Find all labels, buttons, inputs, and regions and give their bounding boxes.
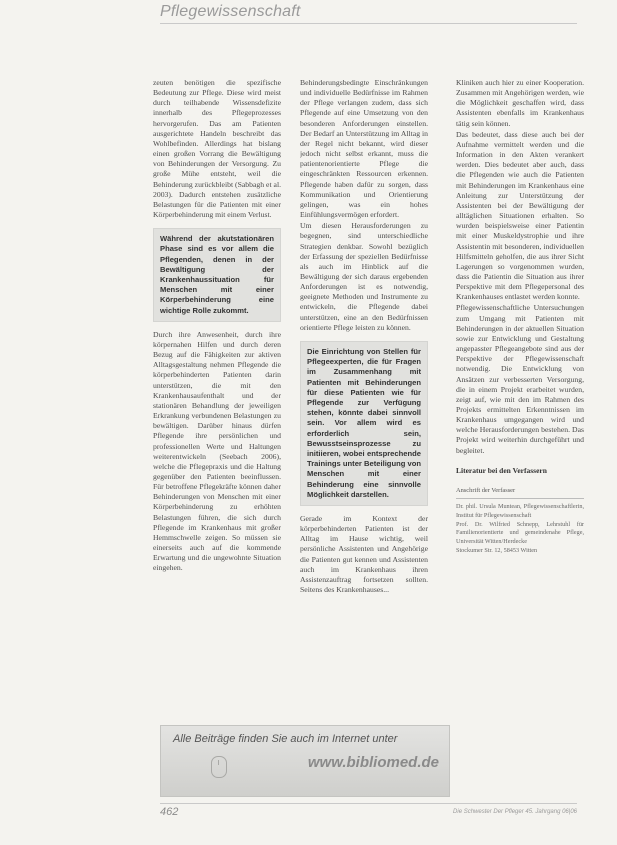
address-heading: Anschrift der Verfasser [456,486,516,494]
mouse-icon [211,756,227,778]
text-column-1 [153,78,281,728]
website-link[interactable]: www.bibliomed.de [307,754,439,771]
pull-quote-box: Während der akutstationären Phase sind es vor allem die Pflegenden, denen in der Bewältigung der Krankenhaussituation für Menschen mit einer Körperbehinderung eine wichtige Rolle zukommt. [153,228,281,322]
footer-rule [160,803,577,804]
text-column-3 [456,78,584,696]
header-rule [160,23,577,24]
body-paragraph: Gerade im Kontext der körperbehinderten Patienten ist der Alltag im Hause wichtig, weil persönliche Assistenten und Angehörige die Patienten gut kennen und Assistenten auch im Krankenhaus ihren Assistenzauftrag fortsetzen sollten. Seitens des Krankenhauses... [300,513,428,595]
address-line: Stockumer Str. 12, 58453 Witten [456,547,538,555]
body-paragraph: Pflegewissenschaftliche Untersuchungen zum Umgang mit Patienten mit Behinderungen in der aktuellen Situation sowie zur Entwicklung und Gestaltung angepasster Pflegeangebote sind aus der Perspektive der Pflegewissenschaft notwendig. Die Entwicklung von Ansätzen zur verbesserten Versorgung, die in einem Projekt erarbeitet wurden, zeigt auf, wie mit den im Rahmen des Projekts ermittelten Erkenntnissen im Krankenhaus umgegangen wird und welche Herausforderungen bestehen. Das Projekt wird weiterhin durchgeführt und begleitet. [456,303,584,455]
page-number: 462 [160,806,179,818]
body-paragraph: Kliniken auch hier zu einer Kooperation. Zusammen mit Angehörigen werden, wie die Möglichkeit geschaffen wird, dass Assistenten ebenfalls im Krankenhaus tätig sein können. [456,78,584,128]
body-paragraph: Um diesen Herausforderungen zu begegnen, sind unterschiedliche Strategien denkbar. Sowohl bezüglich der Erfassung der speziellen Bedürfnisse als auch im Hinblick auf die Bewältigung der sich daraus ergebenden Anforderungen ist es notwendig, geeignete Methoden und Instrumente zu entwickeln, die Pflegende dabei unterstützen, eine an den Bedürfnissen orientierte Pflege leisten zu können. [300,221,428,332]
address-line: Prof. Dr. Wilfried Schnepp, Lehrstuhl für Familienorientierte und gemeindenahe Pflege, Universität Witten/Herdecke [456,520,584,545]
internet-banner [160,725,450,797]
pull-quote-box: Die Einrichtung von Stellen für Pflegeexperten, die für Fragen im Zusammenhang mit Patienten mit Behinderungen für diese Patienten wie für Pflegende zur Verfügung stehen, könnte dabei sinnvoll sein. Vor allem wird es erforderlich sein, Bewusstseinsprozesse zu initiieren, wobei entsprechende Trainings unter Beteiligung von Menschen mit einer Behinderung eine sinnvolle Möglichkeit darstellen. [300,341,428,506]
body-paragraph: Das bedeutet, dass diese auch bei der Aufnahme vermittelt werden und die Information in den Akten verankert werden. Dies bedeutet aber auch, dass die Pflegenden wie auch die Patienten mit Behinderungen im Krankenhaus eine Anleitung zur Unterstützung der Assistenten bei der Bewältigung der alltäglichen Situationen erhalten. So wurden beispielsweise einer Patientin mit einer Muskeldystrophie und ihre Assistentin mit besonderen, individuellen Hilfsmitteln geholfen, die aus ihrer Sicht Lagerungen so vorgenommen wurden, dass die Patientin die Situation aus ihrer Perspektive mit dem Pflegepersonal des Krankenhauses entlastet werden konnte. [456,129,584,302]
text-column-2 [300,78,428,714]
address-block [456,503,584,555]
body-paragraph: Durch ihre Anwesenheit, durch ihre körpernahen Hilfen und durch deren Bezug auf die Fähigkeiten zur aktiven Alltagsgestaltung nehmen Pflegende die körperbehinderten Patienten darin unterstützen, die mit den Krankenhausaufenthalt und der stationären Behandlung der jeweiligen Erkrankung verbundenen Belastungen zu bewältigen. Darüber hinaus dürfen Pflegende ihre persönlichen und professionellen Werte und Haltungen weiterentwickeln (Seebach 2006), welche die Pflegepraxis und die Haltung gegenüber den Patienten beeinflussen. Für betroffene Pflegekräfte können daher Behinderungen von Menschen mit einer Körperbehinderung zu erhöhten Belastungen führen, die sich durch Pflegende im Krankenhaus mit großer Hemmschwelle zeigen. So müssen sie einerseits auch auf die kommende Erwartung und die ungewohnte Situation eingehen. [153,329,281,573]
address-line: Dr. phil. Ursula Muntean, Pflegewissenschaftlerin, Institut für Pflegewissenschaft [456,503,584,519]
journal-source: Die Schwester Der Pfleger 45. Jahrgang 06|06 [453,809,577,815]
literature-note: Literatur bei den Verfassern [456,465,547,475]
body-paragraph: Behinderungsbedingte Einschränkungen und individuelle Bedürfnisse im Rahmen der Pflege verlangen zudem, dass sich Pflegende auf eine Umsetzung von den besonderen Anforderungen einstellen. Der Bedarf an Unterstützung im Alltag in der Regel nicht bekannt, wird dieser jedoch nicht selbst erkannt, muss die patientenorientierte Pflege die eingeschränkten Ressourcen erkennen. Pflegende haben dafür zu sorgen, dass Kommunikation und Orientierung gelingen, was ein hohes Einfühlungsvermögen erfordert. [300,78,428,220]
banner-text: Alle Beiträge finden Sie auch im Internet unter [173,733,398,745]
divider [456,498,584,499]
body-paragraph: zeuten benötigen die spezifische Bedeutung zur Pflege. Diese wird meist durch teilhabende Wissensdefizite innerhalb des Pflegeprozesses hervorgerufen. Das am Patienten ausgerichtete Handeln beschreibt das Wohlbefinden. Allerdings hat bislang einen großen Vorrang die Bewältigung von Behinderungen der Versorgung. Zu große Mühe entsteht, weil die Behinderung zurückbleibt (Sabbagh et al. 2003). Dadurch entstehen zusätzliche Belastungen für die Patienten mit einer Körperbehinderung mit einem Verlust. [153,78,281,220]
section-header-title: Pflegewissenschaft [160,3,301,20]
